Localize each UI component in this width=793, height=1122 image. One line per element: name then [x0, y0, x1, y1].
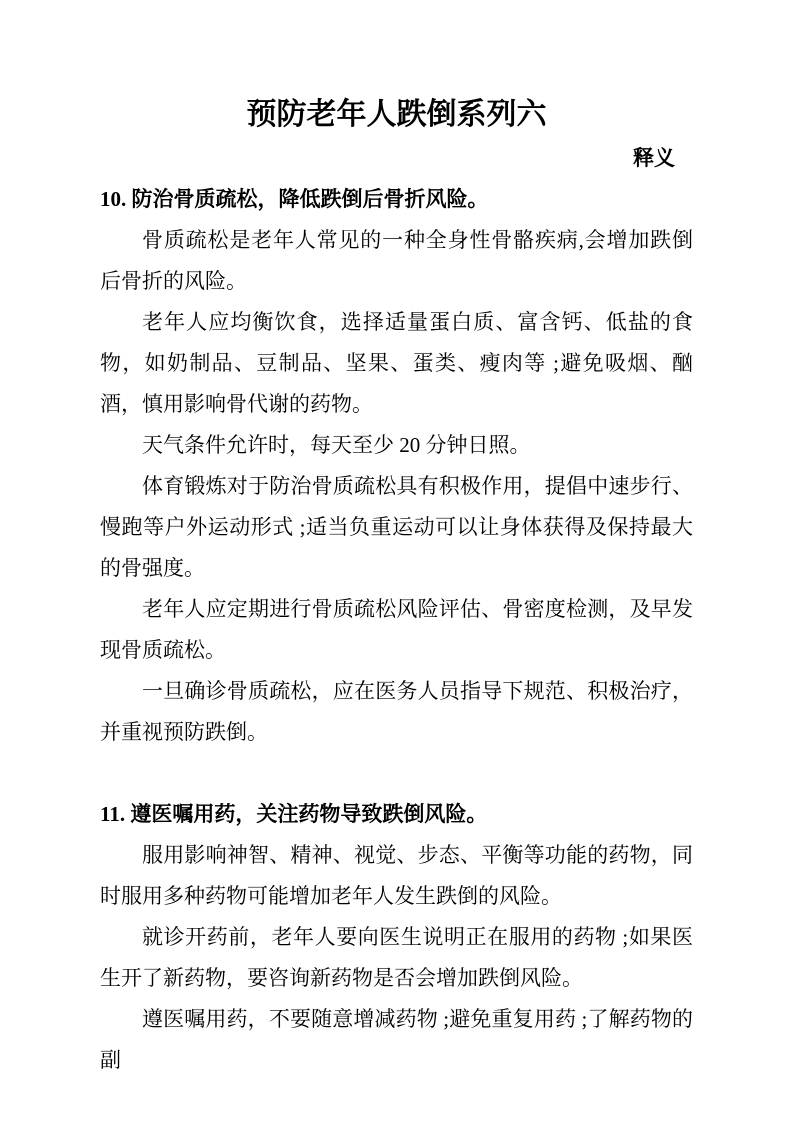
document-subtitle: 释义 — [633, 146, 675, 170]
section-medication — [100, 794, 693, 1081]
paragraph: 骨质疏松是老年人常见的一种全身性骨骼疾病,会增加跌倒后骨折的风险。 — [100, 228, 693, 293]
section-10-heading: 10. 防治骨质疏松，降低跌倒后骨折风险。 — [100, 187, 489, 211]
paragraph: 服用影响神智、精神、视觉、步态、平衡等功能的药物，同时服用多种药物可能增加老年人发生跌倒的风险。 — [100, 843, 693, 908]
paragraph: 老年人应均衡饮食，选择适量蛋白质、富含钙、低盐的食物，如奶制品、豆制品、坚果、蛋类、瘦肉等 ;避免吸烟、酗酒，慎用影响骨代谢的药物。 — [100, 310, 693, 416]
section-osteoporosis — [100, 179, 693, 753]
section-11-heading: 11. 遵医嘱用药，关注药物导致跌倒风险。 — [100, 802, 488, 826]
paragraph: 体育锻炼对于防治骨质疏松具有积极作用，提倡中速步行、慢跑等户外运动形式 ;适当负重运动可以让身体获得及保持最大的骨强度。 — [100, 474, 693, 580]
document-title: 预防老年人跌倒系列六 — [246, 98, 547, 131]
paragraph: 老年人应定期进行骨质疏松风险评估、骨密度检测，及早发现骨质疏松。 — [100, 597, 693, 662]
paragraph: 就诊开药前，老年人要向医生说明正在服用的药物 ;如果医生开了新药物，要咨询新药物是否会增加跌倒风险。 — [100, 925, 693, 990]
paragraph: 天气条件允许时，每天至少 20 分钟日照。 — [142, 433, 531, 457]
paragraph: 一旦确诊骨质疏松，应在医务人员指导下规范、积极治疗，并重视预防跌倒。 — [100, 679, 693, 744]
paragraph: 遵医嘱用药，不要随意增减药物 ;避免重复用药 ;了解药物的副 — [100, 1007, 693, 1072]
